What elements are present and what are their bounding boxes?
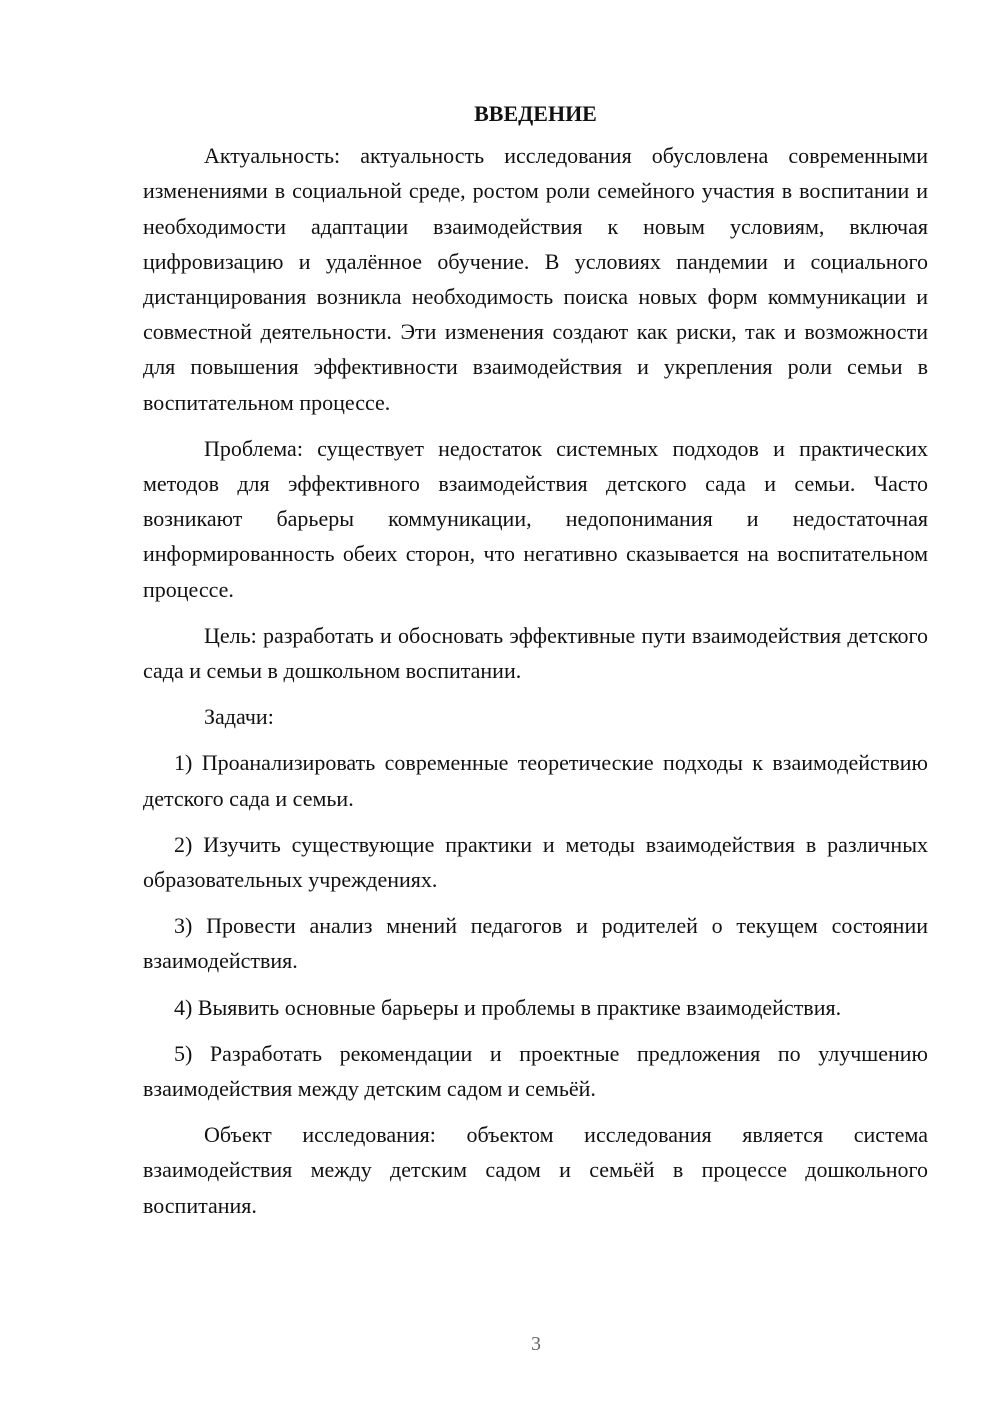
object-paragraph: Объект исследования: объектом исследования является система взаимодействия между детским садом и семьёй в процессе дошкольного воспитания. <box>143 1122 928 1218</box>
task-item: 1) Проанализировать современные теоретические подходы к взаимодействию детского сада и семьи. <box>143 750 928 811</box>
tasks-label: Задачи: <box>204 704 274 730</box>
section-heading: ВВЕДЕНИЕ <box>474 101 597 126</box>
goal-paragraph: Цель: разработать и обосновать эффективные пути взаимодействия детского сада и семьи в дошкольном воспитании. <box>143 622 928 684</box>
task-item: 2) Изучить существующие практики и методы взаимодействия в различных образовательных учреждениях. <box>143 831 928 893</box>
task-item: 3) Провести анализ мнений педагогов и родителей о текущем состоянии взаимодействия. <box>143 913 928 974</box>
problem-paragraph: Проблема: существует недостаток системных подходов и практических методов для эффективного взаимодействия детского сада и семьи. Часто возникают барьеры коммуникации, недопонимания и недостаточная информированность обеих сторон, что негативно сказывается на воспитательном процессе. <box>143 435 928 602</box>
page-number: 3 <box>531 1333 541 1355</box>
relevance-paragraph: Актуальность: актуальность исследования обусловлена современными изменениями в социальной среде, ростом роли семейного участия в воспитании и необходимости адаптации взаимодействия к новым условиям, включая цифровизацию и удалённое обучение. В условиях пандемии и социального дистанцирования возникла необходимость поиска новых форм коммуникации и совместной деятельности. Эти изменения создают как риски, так и возможности для повышения эффективности взаимодействия и укрепления роли семьи в воспитательном процессе. <box>143 143 928 415</box>
task-item: 4) Выявить основные барьеры и проблемы в практике взаимодействия. <box>174 994 842 1020</box>
page-content <box>143 96 928 1234</box>
task-item: 5) Разработать рекомендации и проектные предложения по улучшению взаимодействия между детским садом и семьёй. <box>143 1040 928 1102</box>
